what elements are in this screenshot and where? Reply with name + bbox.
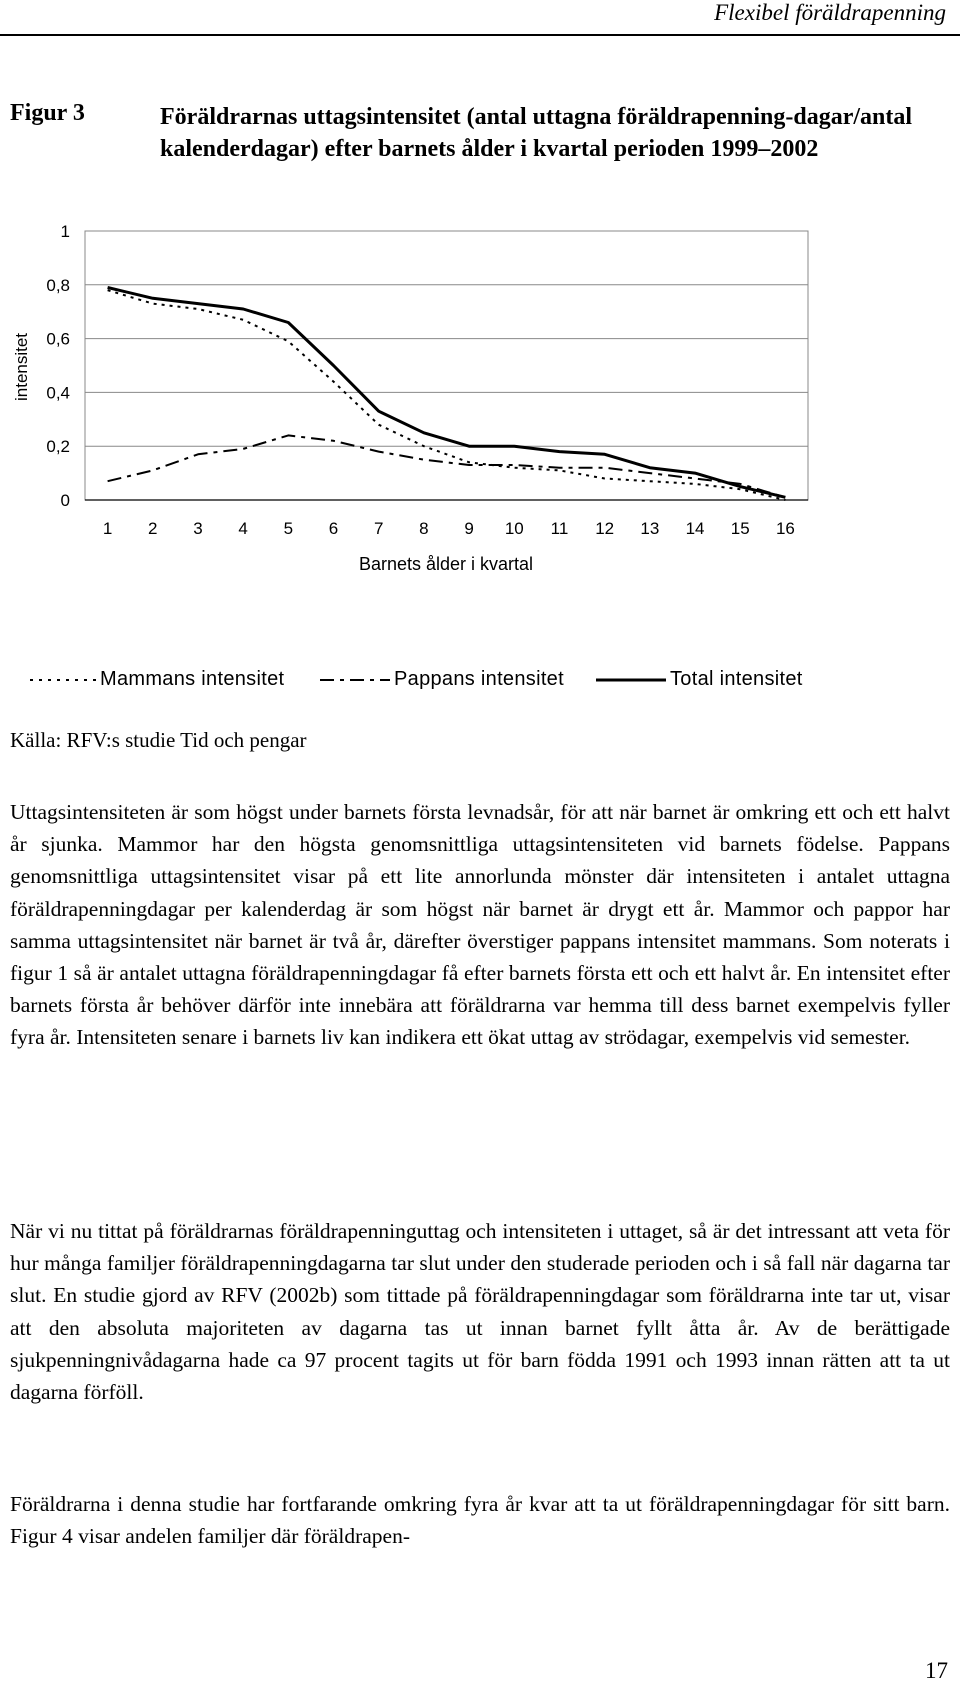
- x-tick-label: 16: [775, 519, 795, 538]
- x-tick-label: 3: [193, 519, 203, 538]
- x-axis-label: Barnets ålder i kvartal: [358, 554, 534, 574]
- series-line-pappa: [108, 435, 786, 497]
- line-chart: [0, 220, 960, 580]
- y-tick-label: 0: [60, 491, 70, 510]
- plot-area-frame: [85, 231, 808, 500]
- x-tick-label: 4: [238, 519, 248, 538]
- legend-item-total: [596, 668, 803, 691]
- x-tick-label: 14: [685, 519, 705, 538]
- x-axis-ticks: [103, 519, 795, 538]
- series-line-mamma: [108, 290, 786, 500]
- legend-label-total: Total intensitet: [670, 668, 803, 690]
- x-tick-label: 6: [328, 519, 339, 538]
- x-tick-label: 1: [102, 519, 113, 538]
- running-header-title: Flexibel föräldrapenning: [714, 0, 946, 25]
- page-number: 17: [925, 1658, 948, 1683]
- y-tick-label: 0,6: [46, 329, 70, 349]
- x-tick-label: 8: [419, 519, 429, 538]
- body-paragraph-2: När vi nu tittat på föräldrarnas föräldrapenninguttag och intensiteten i uttaget, så är det intressant att veta för hur många familjer föräldrapenningdagarna tar slut under den studerade perioden och i så fall när dagarna tar slut. En studie gjord av RFV (2002b) som tittade på föräldrapenningdagar som föräldrarna inte tar ut, visar att den absoluta majoriteten av dagarna tas ut innan barnet fyllt åtta år. Av de berättigade sjukpenningnivådagarna hade ca 97 procent tagits ut för barn födda 1991 och 1993 innan rätten att ta ut dagarna förföll.: [10, 1219, 950, 1405]
- y-tick-label: 0,2: [46, 437, 70, 457]
- x-tick-label: 7: [373, 519, 384, 538]
- x-tick-label: 12: [595, 519, 615, 538]
- x-tick-label: 9: [464, 519, 474, 538]
- x-tick-label: 2: [148, 519, 158, 538]
- y-tick-label: 0,8: [46, 275, 70, 295]
- y-axis-label: intensitet: [12, 332, 31, 402]
- legend-swatch-solid-icon: [596, 674, 668, 686]
- x-tick-label: 13: [640, 519, 660, 538]
- legend-swatch-dashdot-icon: [320, 674, 392, 686]
- body-paragraph-1: Uttagsintensiteten är som högst under barnets första levnadsår, för att när barnet är omkring ett och ett halvt år sjunka. Mammor har den högsta genomsnittliga uttagsintensiteten vid barnets födelse. Pappans genomsnittliga uttagsintensitet visar på ett lite annorlunda mönster där intensiteten i antalet uttagna föräldrapenningdagar per kalenderdag är som högst när barnet är drygt ett år. Mammor och pappor har samma uttagsintensitet när barnet är två år, därefter överstiger pappans intensitet mammans. Som noterats i figur 1 så är antalet uttagna föräldrapenningdagar få efter barnets första ett och ett halvt år. En intensitet efter barnets första år behöver därför inte innebära att föräldrarna var hemma till dess barnet exempelvis fyller fyra år. Intensiteten senare i barnets liv kan indikera ett ökat uttag av strödagar, exempelvis vid semester.: [10, 800, 950, 1050]
- y-axis-ticks: [46, 222, 70, 510]
- figure-source: Källa: RFV:s studie Tid och pengar: [10, 728, 307, 752]
- header-rule: [0, 34, 960, 36]
- legend-item-pappa: [320, 668, 564, 691]
- x-tick-label: 5: [283, 519, 294, 538]
- x-tick-label: 11: [550, 519, 569, 538]
- x-tick-label: 15: [730, 519, 750, 538]
- chart-legend: [30, 668, 930, 698]
- figure-title: Föräldrarnas uttagsintensitet (antal uttagna föräldrapenning-dagar/antal kalenderdagar) efter barnets ålder i kvartal perioden 1999–2002: [160, 104, 913, 162]
- x-tick-label: 10: [504, 519, 524, 538]
- y-tick-label: 1: [60, 222, 70, 241]
- figure-label: Figur 3: [10, 100, 85, 126]
- body-paragraph-3: Föräldrarna i denna studie har fortfarande omkring fyra år kvar att ta ut föräldrapenningdagar för sitt barn. Figur 4 visar andelen familjer där föräldrapen-: [10, 1492, 950, 1549]
- legend-item-mamma: [30, 668, 284, 691]
- y-tick-label: 0,4: [46, 383, 70, 403]
- legend-swatch-dotted-icon: [30, 674, 98, 686]
- chart-gridlines: [85, 231, 808, 500]
- legend-label-pappa: Pappans intensitet: [394, 668, 564, 690]
- legend-label-mamma: Mammans intensitet: [100, 668, 285, 690]
- chart-series: [108, 288, 786, 501]
